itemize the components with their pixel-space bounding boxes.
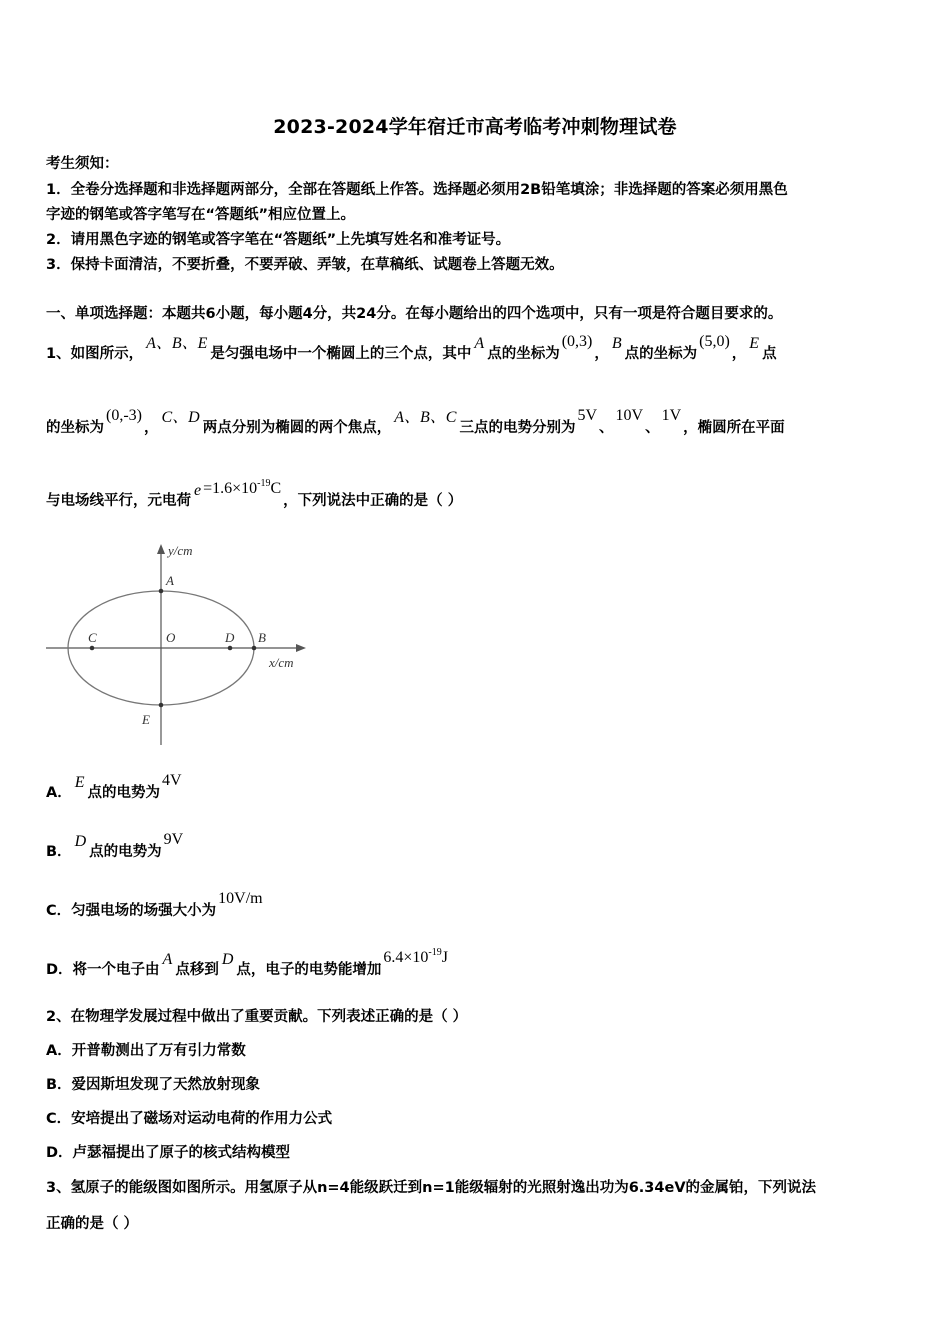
- math-ABC: A、B、C: [394, 409, 457, 426]
- math-E-coord: (0,-3): [106, 407, 142, 424]
- label-E: E: [142, 712, 150, 727]
- point-D: [228, 646, 233, 651]
- point-C: [90, 646, 95, 651]
- label-D: D: [225, 630, 235, 645]
- math-CD: C、D: [161, 409, 200, 426]
- math-B: B: [611, 335, 622, 352]
- notice-heading: 考生须知：: [46, 156, 119, 172]
- q1-option-b: B．D点的电势为9V: [46, 831, 184, 860]
- label-O: O: [166, 630, 176, 645]
- q1-option-d: D．将一个电子由A点移到D点，电子的电势能增加$6.4\times 10^{-19}J$: [46, 947, 448, 978]
- math-charge: $=1.6\times 10^{-19}C$: [203, 478, 282, 497]
- q3-stem-cont: 正确的是（ ）: [46, 1216, 139, 1232]
- q1-stem-line-1: 1、如图所示，A、B、E是匀强电场中一个椭圆上的三个点，其中A点的坐标为(0,3)，B点的坐标为(5,0)，E点: [46, 333, 777, 362]
- notice-item-3: 3．保持卡面清洁，不要折叠，不要弄破、弄皱，在草稿纸、试题卷上答题无效。: [46, 257, 564, 273]
- x-axis-arrow-icon: [296, 644, 306, 652]
- ellipse-figure: [44, 540, 314, 754]
- label-B: B: [258, 630, 266, 645]
- y-axis-label: y/cm: [168, 543, 193, 558]
- q1-stem-line-3: 与电场线平行，元电荷$e =1.6\times 10^{-19}C$，下列说法中正确的是（ ）: [46, 478, 463, 509]
- q3-stem: 3、氢原子的能级图如图所示。用氢原子从n=4能级跃迁到n=1能级辐射的光照射逸出功为6.34eV的金属铂，下列说法: [46, 1180, 817, 1196]
- point-B: [252, 646, 257, 651]
- q2-stem: 2、在物理学发展过程中做出了重要贡献。下列表述正确的是（ ）: [46, 1009, 468, 1025]
- q1-option-c: C．匀强电场的场强大小为10V/m: [46, 890, 263, 919]
- q2-option-d: D．卢瑟福提出了原子的核式结构模型: [46, 1145, 291, 1161]
- point-E: [159, 703, 164, 708]
- label-A: A: [166, 573, 174, 588]
- notice-item-2: 2．请用黑色字迹的钢笔或答字笔在“答题纸”上先填写姓名和准考证号。: [46, 232, 511, 248]
- q2-option-a: A．开普勒测出了万有引力常数: [46, 1043, 246, 1059]
- q1-stem-line-2: 的坐标为(0,-3)，C、D两点分别为椭圆的两个焦点，A、B、C三点的电势分别为5V、10V、1V，椭圆所在平面: [46, 407, 785, 436]
- notice-item-1-cont: 字迹的钢笔或答字笔写在“答题纸”相应位置上。: [46, 207, 356, 223]
- label-C: C: [88, 630, 97, 645]
- math-A: A: [474, 335, 485, 352]
- math-1V: 1V: [661, 407, 682, 424]
- ellipse-diagram: [44, 540, 314, 750]
- math-E: E: [749, 335, 760, 352]
- point-A: [159, 589, 164, 594]
- y-axis-arrow-icon: [157, 544, 165, 554]
- math-5V: 5V: [577, 407, 598, 424]
- math-ABE: A、B、E: [146, 335, 208, 352]
- x-axis-label: x/cm: [269, 655, 294, 670]
- math-e: e: [194, 482, 202, 499]
- math-10V: 10V: [615, 407, 644, 424]
- notice-item-1: 1．全卷分选择题和非选择题两部分，全部在答题纸上作答。选择题必须用2B铅笔填涂；非选择题的答案必须用黑色: [46, 182, 788, 198]
- q2-option-b: B．爱因斯坦发现了天然放射现象: [46, 1077, 261, 1093]
- q2-option-c: C．安培提出了磁场对运动电荷的作用力公式: [46, 1111, 333, 1127]
- math-A-coord: (0,3): [561, 333, 593, 350]
- section-heading: 一、单项选择题：本题共6小题，每小题4分，共24分。在每小题给出的四个选项中，只有一项是符合题目要求的。: [46, 306, 783, 322]
- math-B-coord: (5,0): [699, 333, 730, 350]
- q1-option-a: A．E点的电势为4V: [46, 772, 182, 801]
- page-title: 2023-2024学年宿迁市高考临考冲刺物理试卷: [273, 116, 677, 138]
